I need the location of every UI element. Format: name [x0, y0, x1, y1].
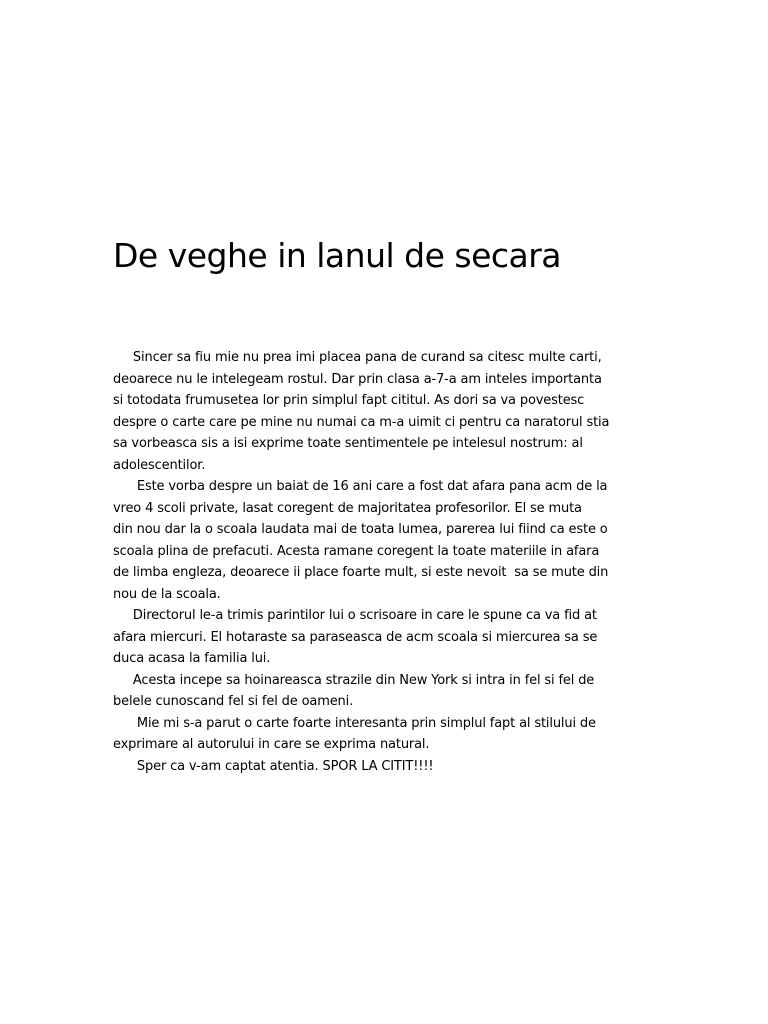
- document-title: De veghe in lanul de secara: [113, 236, 562, 275]
- body-line: Sincer sa fiu mie nu prea imi placea pana de curand sa citesc multe carti,: [113, 350, 602, 365]
- body-line: nou de la scoala.: [113, 586, 221, 602]
- body-line: Acesta incepe sa hoinareasca strazile din New York si intra in fel si fel de: [113, 672, 595, 688]
- body-line: Mie mi s-a parut o carte foarte interesanta prin simplul fapt al stilului de: [113, 715, 596, 731]
- body-line: duca acasa la familia lui.: [113, 651, 271, 666]
- document-body: [113, 347, 661, 777]
- body-line: Este vorba despre un baiat de 16 ani care a fost dat afara pana acm de la: [113, 479, 608, 494]
- body-line: despre o carte care pe mine nu numai ca m-a uimit ci pentru ca naratorul stia: [113, 414, 610, 430]
- body-line: vreo 4 scoli private, lasat coregent de majoritatea profesorilor. El se muta: [113, 500, 582, 516]
- body-line: sa vorbeasca sis a isi exprime toate sentimentele pe intelesul nostrum: al: [113, 436, 583, 451]
- body-line: Sper ca v-am captat atentia. SPOR LA CITIT!!!!: [113, 758, 434, 774]
- body-line: si totodata frumusetea lor prin simplul fapt cititul. As dori sa va povestesc: [113, 393, 585, 408]
- body-line: afara miercuri. El hotaraste sa paraseasca de acm scoala si miercurea sa se: [113, 629, 598, 645]
- body-line: adolescentilor.: [113, 457, 206, 473]
- body-line: exprimare al autorului in care se exprima natural.: [113, 737, 430, 752]
- body-line: deoarece nu le intelegeam rostul. Dar prin clasa a-7-a am inteles importanta: [113, 371, 602, 387]
- body-line: belele cunoscand fel si fel de oameni.: [113, 694, 354, 709]
- body-line: de limba engleza, deoarece ii place foarte mult, si este nevoit sa se mute din: [113, 565, 609, 580]
- body-line: Directorul le-a trimis parintilor lui o scrisoare in care le spune ca va fid at: [113, 608, 597, 623]
- body-line: scoala plina de prefacuti. Acesta ramane coregent la toate materiile in afara: [113, 543, 600, 559]
- body-line: din nou dar la o scoala laudata mai de toata lumea, parerea lui fiind ca este o: [113, 522, 608, 537]
